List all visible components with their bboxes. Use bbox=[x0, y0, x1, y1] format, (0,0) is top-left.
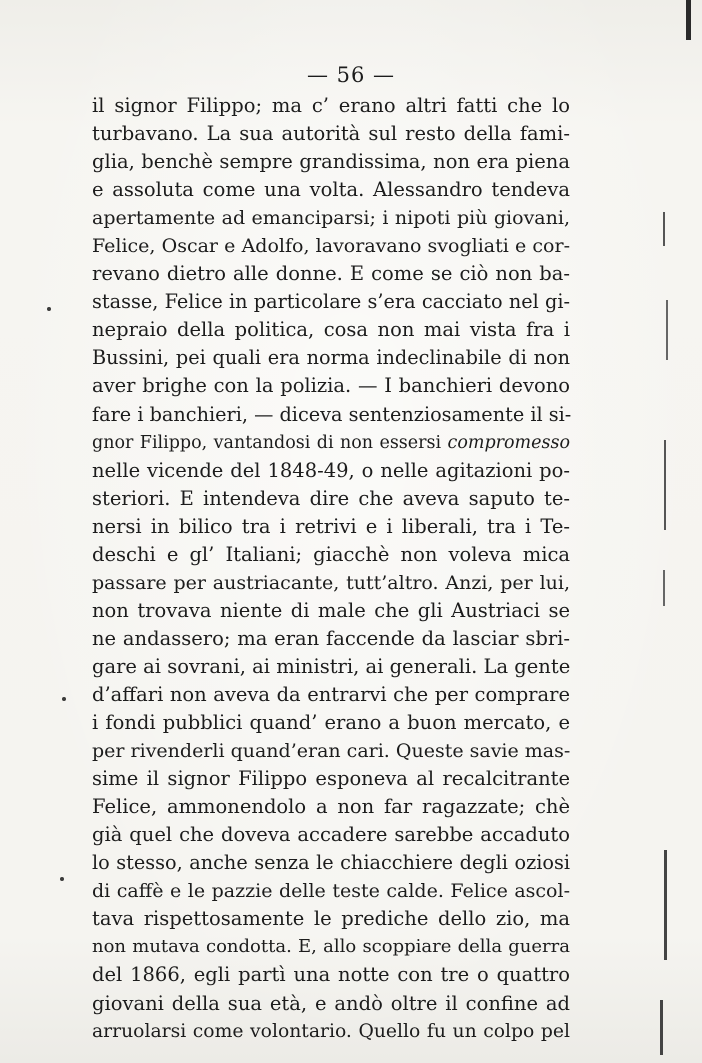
text-line bbox=[92, 316, 570, 344]
italic-word: compromesso bbox=[447, 432, 570, 453]
text-line-content: tava rispettosamente le prediche dello zio, ma bbox=[92, 907, 570, 931]
text-line bbox=[92, 92, 570, 120]
text-line-content: passare per austriacante, tutt’altro. Anzi, per lui, bbox=[92, 571, 570, 594]
text-line-content: sime il signor Filippo esponeva al recalcitrante bbox=[92, 767, 570, 791]
text-line bbox=[92, 905, 570, 933]
text-line-content: lo stesso, anche senza le chiacchiere degli oziosi bbox=[92, 851, 570, 875]
text-line bbox=[92, 457, 570, 485]
text-line bbox=[92, 372, 570, 400]
text-line-content: giovani della sua età, e andò oltre il confine ad bbox=[92, 991, 570, 1015]
scan-speck bbox=[60, 877, 64, 881]
text-line-content: fare i banchieri, — diceva sentenziosamente il si- bbox=[92, 402, 572, 426]
text-line-content: gnor Filippo, vantandosi di non essersi bbox=[92, 432, 448, 453]
text-line bbox=[92, 765, 570, 793]
text-line bbox=[92, 344, 570, 372]
text-line bbox=[92, 821, 570, 849]
text-line-content: i fondi pubblici quand’ erano a buon mercato, e bbox=[92, 711, 570, 735]
text-line-content: arruolarsi come volontario. Quello fu un colpo pel bbox=[92, 1020, 570, 1042]
text-line bbox=[92, 232, 570, 260]
text-line bbox=[92, 737, 570, 765]
text-line-content: Felice, Oscar e Adolfo, lavoravano svogliati e cor- bbox=[92, 235, 570, 258]
text-line bbox=[92, 653, 570, 681]
scan-edge-mark bbox=[664, 440, 666, 530]
scan-edge-mark bbox=[664, 850, 667, 960]
text-line-content: del 1866, egli partì una notte con tre o quattro bbox=[92, 963, 570, 987]
text-line bbox=[92, 541, 570, 569]
scan-edge-mark bbox=[660, 1000, 663, 1055]
text-line bbox=[92, 877, 570, 905]
text-line bbox=[92, 849, 570, 877]
text-line-content: aver brighe con la polizia. — I banchieri devono bbox=[92, 374, 570, 398]
text-line-content: non mutava condotta. E, allo scoppiare della guerra bbox=[92, 936, 570, 958]
text-line bbox=[92, 597, 570, 625]
text-line bbox=[92, 681, 570, 709]
text-line-content: di caffè e le pazzie delle teste calde. Felice ascol- bbox=[92, 880, 570, 903]
text-line-content: nelle vicende del 1848-49, o nelle agitazioni po- bbox=[92, 458, 570, 482]
text-line-content: deschi e gl’ Italiani; giacchè non voleva mica bbox=[92, 542, 570, 566]
text-line-content: gare ai sovrani, ai ministri, ai generali. La gente bbox=[92, 654, 571, 678]
text-line bbox=[92, 709, 570, 737]
text-line-content: nersi in bilico tra i retrivi e i liberali, tra i Te- bbox=[92, 514, 570, 538]
body-text bbox=[92, 92, 570, 1046]
text-line-content: e assoluta come una volta. Alessandro tendeva bbox=[92, 178, 570, 202]
text-line-content: Felice, ammonendolo a non far ragazzate; chè bbox=[92, 795, 570, 819]
scan-edge-mark bbox=[663, 212, 665, 246]
scan-edge-mark bbox=[666, 300, 668, 360]
text-line-content: glia, benchè sempre grandissima, non era piena bbox=[92, 150, 570, 174]
text-line-content: il signor Filippo; ma c’ erano altri fatti che lo bbox=[92, 94, 570, 117]
text-line bbox=[92, 176, 570, 204]
text-line bbox=[92, 990, 570, 1018]
text-line bbox=[92, 204, 570, 232]
text-line bbox=[92, 933, 570, 961]
text-line-content: per rivenderli quand’eran cari. Queste savie mas- bbox=[92, 740, 571, 763]
text-line bbox=[92, 288, 570, 316]
text-line bbox=[92, 485, 570, 513]
text-line bbox=[92, 401, 570, 429]
text-line-content: già quel che doveva accadere sarebbe accaduto bbox=[92, 823, 570, 847]
text-line bbox=[92, 793, 570, 821]
text-line-content: Bussini, pei quali era norma indeclinabile di non bbox=[92, 346, 570, 370]
page-number: — 56 — bbox=[306, 63, 396, 87]
text-line-content: apertamente ad emanciparsi; i nipoti più giovani, bbox=[92, 207, 570, 230]
text-line-content: d’affari non aveva da entrarvi che per comprare bbox=[92, 682, 570, 706]
text-line bbox=[92, 148, 570, 176]
text-line-content: ne andassero; ma eran faccende da lasciar sbri- bbox=[92, 626, 570, 650]
text-line-content: nepraio della politica, cosa non mai vista fra i bbox=[92, 318, 570, 342]
text-line bbox=[92, 569, 570, 597]
text-line bbox=[92, 429, 570, 457]
text-line-content: stasse, Felice in particolare s’era cacciato nel gi- bbox=[92, 290, 570, 314]
text-line bbox=[92, 513, 570, 541]
text-line bbox=[92, 120, 570, 148]
text-line bbox=[92, 961, 570, 989]
text-line-content: turbavano. La sua autorità sul resto della fami- bbox=[92, 122, 570, 146]
scan-speck bbox=[62, 697, 66, 701]
text-line-content: steriori. E intendeva dire che aveva saputo te- bbox=[92, 486, 570, 510]
scan-edge-mark bbox=[686, 0, 691, 40]
text-line-content: revano dietro alle donne. E come se ciò non ba- bbox=[92, 262, 570, 286]
text-line bbox=[92, 625, 570, 653]
text-line bbox=[92, 260, 570, 288]
scan-edge-mark bbox=[663, 570, 665, 606]
scan-speck bbox=[47, 307, 51, 311]
text-line bbox=[92, 1018, 570, 1046]
text-line-content: non trovava niente di male che gli Austriaci se bbox=[92, 598, 570, 622]
